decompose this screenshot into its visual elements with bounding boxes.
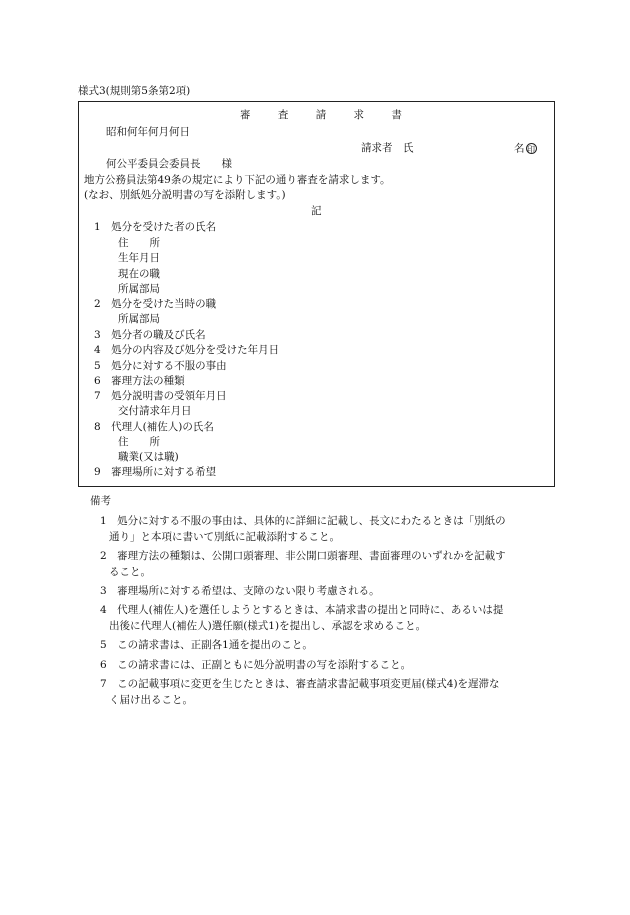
form-item: 所属部局	[118, 313, 160, 325]
addressee: 何公平委員会委員長 様	[106, 158, 232, 170]
form-item: 4 処分の内容及び処分を受けた年月日	[94, 344, 280, 356]
form-item: 所属部局	[118, 283, 160, 295]
title-char: 査	[277, 109, 289, 121]
note-line: く届け出ること。	[109, 694, 193, 706]
form-item: 5 処分に対する不服の事由	[94, 360, 227, 372]
notes-heading: 備考	[90, 495, 111, 507]
form-item: 6 審理方法の種類	[94, 375, 185, 387]
form-item: 住 所	[118, 237, 160, 249]
statement: 地方公務員法第49条の規定により下記の通り審査を請求します。	[84, 174, 391, 186]
requester-label: 請求者 氏	[361, 142, 414, 154]
form-item: 9 審理場所に対する希望	[94, 466, 217, 478]
form-item: 住 所	[118, 436, 160, 448]
form-item: 生年月日	[118, 252, 160, 264]
title-char: 求	[353, 109, 365, 121]
note-line: 6 この請求書には、正副ともに処分説明書の写を添附すること。	[100, 659, 412, 671]
attachment-note: (なお、別紙処分説明書の写を添附します。)	[84, 189, 286, 201]
note-line: ること。	[109, 566, 151, 578]
note-line: 3 審理場所に対する希望は、支障のない限り考慮される。	[100, 585, 380, 597]
form-item: 1 処分を受けた者の氏名	[94, 221, 217, 233]
form-item: 3 処分者の職及び氏名	[94, 329, 206, 341]
note-line: 通り」と本項に書いて別紙に記載添附すること。	[109, 531, 340, 543]
form-label: 様式3(規則第5条第2項)	[78, 85, 191, 97]
date-line: 昭和何年何月何日	[106, 126, 190, 138]
title-char: 書	[391, 109, 402, 121]
requester-name-suffix	[514, 143, 537, 154]
note-line: 5 この請求書は、正副各1通を提出のこと。	[100, 639, 313, 651]
title-char: 請	[315, 109, 327, 121]
title-char: 審	[240, 109, 251, 121]
form-item: 現在の職	[118, 268, 160, 280]
form-title	[240, 110, 402, 121]
note-line: 4 代理人(補佐人)を選任しようとするときは、本請求書の提出と同時に、あるいは提	[100, 604, 504, 616]
name-char: 名	[514, 142, 525, 155]
note-line: 1 処分に対する不服の事由は、具体的に詳細に記載し、長文にわたるときは「別紙の	[100, 515, 506, 527]
form-item: 2 処分を受けた当時の職	[94, 298, 217, 310]
seal-mark: 印	[527, 145, 535, 154]
form-item: 8 代理人(補佐人)の氏名	[94, 421, 214, 433]
note-line: 出後に代理人(補佐人)選任願(様式1)を提出し、承認を求めること。	[109, 620, 427, 632]
form-item: 7 処分説明書の受領年月日	[94, 390, 227, 402]
form-item: 職業(又は職)	[118, 451, 179, 463]
note-line: 2 審理方法の種類は、公開口頭審理、非公開口頭審理、書面審理のいずれかを記載す	[100, 550, 506, 562]
note-line: 7 この記載事項に変更を生じたときは、審査請求書記載事項変更届(様式4)を遅滞な	[100, 678, 500, 690]
form-item: 交付請求年月日	[118, 405, 192, 417]
ki-heading: 記	[311, 205, 322, 217]
